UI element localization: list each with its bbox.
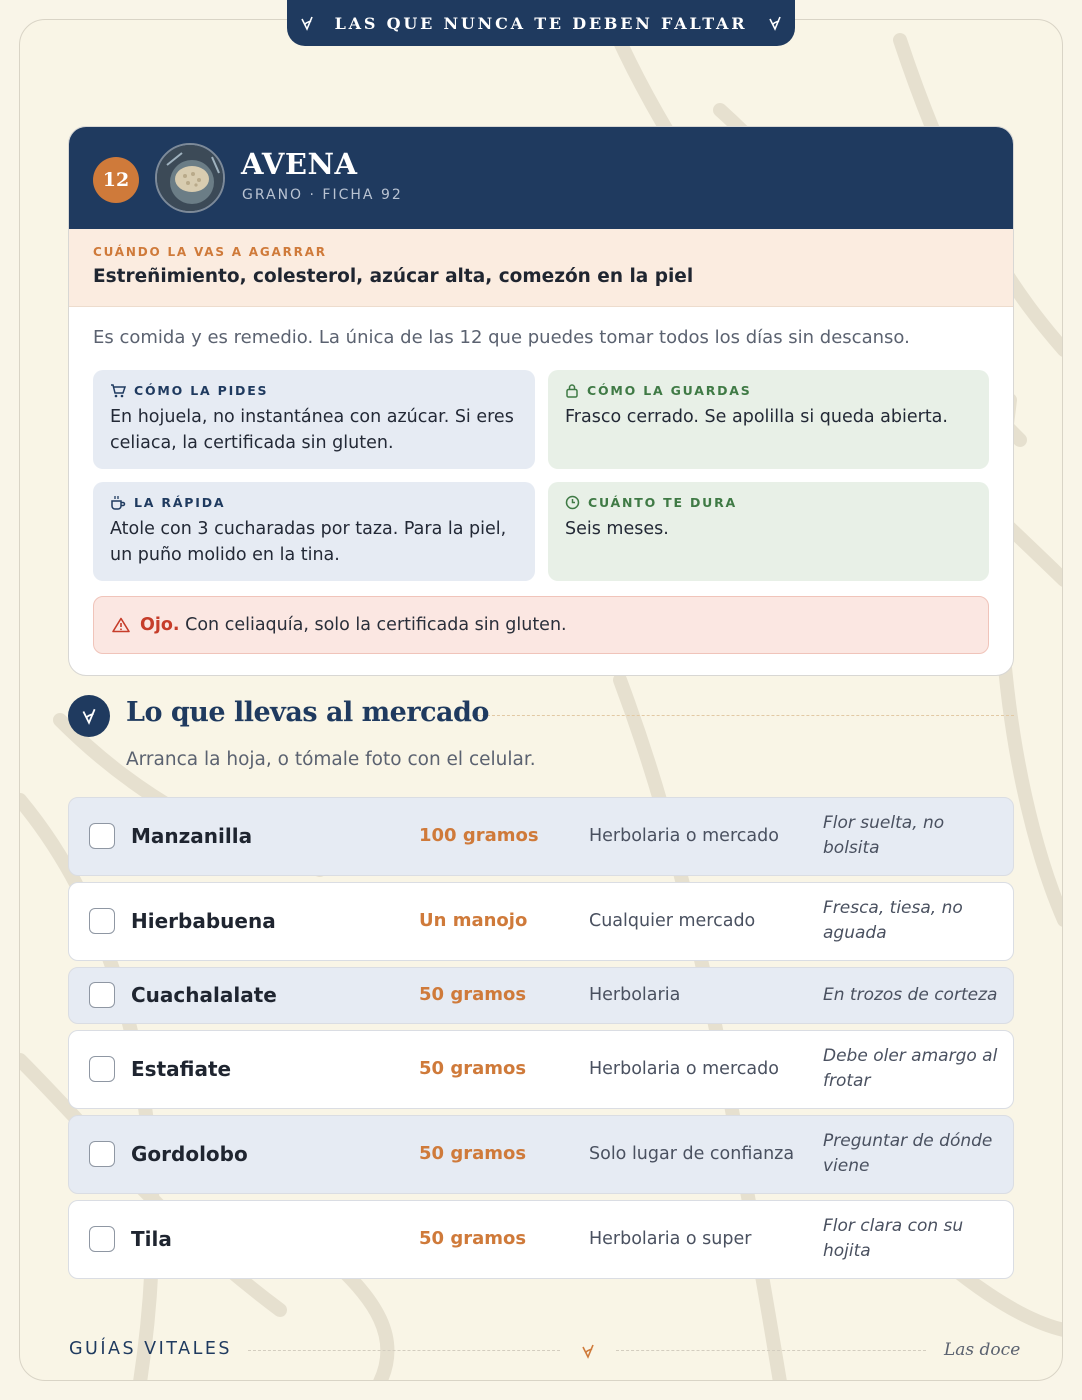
item-note: Debe oler amargo al frotar <box>823 1046 998 1091</box>
intro-text: Es comida y es remedio. La única de las 12 que puedes tomar todos los días sin descanso. <box>93 327 910 348</box>
item-checkbox[interactable] <box>89 908 115 934</box>
tile-label: CÓMO LA GUARDAS <box>587 383 752 398</box>
when-section <box>69 229 1013 307</box>
list-item <box>68 1030 1014 1109</box>
top-banner <box>287 0 795 46</box>
card-header <box>69 127 1013 229</box>
item-where: Cualquier mercado <box>589 911 756 931</box>
item-checkbox[interactable] <box>89 1056 115 1082</box>
lock-icon <box>565 383 579 398</box>
card-subtitle: GRANO · FICHA 92 <box>242 187 403 203</box>
item-quantity: 50 gramos <box>419 1058 527 1079</box>
item-checkbox[interactable] <box>89 1226 115 1252</box>
item-name: Estafiate <box>131 1057 232 1081</box>
number-badge: 12 <box>93 157 139 203</box>
info-grid <box>93 370 989 581</box>
tile-label: LA RÁPIDA <box>134 495 226 510</box>
warning-text: Con celiaquía, solo la certificada sin gluten. <box>185 615 567 635</box>
item-where: Herbolaria o mercado <box>589 826 779 846</box>
item-note: Fresca, tiesa, no aguada <box>823 898 963 943</box>
item-checkbox[interactable] <box>89 823 115 849</box>
footer-divider <box>616 1350 926 1351</box>
item-note: Flor suelta, no bolsita <box>823 813 945 858</box>
item-quantity: Un manojo <box>419 910 528 931</box>
item-where: Herbolaria o super <box>589 1229 752 1249</box>
sprout-icon <box>299 15 315 31</box>
item-where: Herbolaria o mercado <box>589 1059 779 1079</box>
tile-label: CÓMO LA PIDES <box>134 383 269 398</box>
sprout-icon <box>767 15 783 31</box>
warning-box <box>93 596 989 654</box>
item-name: Hierbabuena <box>131 909 276 933</box>
section-title: Lo que llevas al mercado <box>126 697 489 728</box>
footer-divider <box>248 1350 560 1351</box>
sprout-icon <box>80 707 98 725</box>
list-item <box>68 967 1014 1024</box>
when-text: Estreñimiento, colesterol, azúcar alta, comezón en la piel <box>93 266 694 287</box>
list-item <box>68 882 1014 961</box>
tile-text: Frasco cerrado. Se apolilla si queda abierta. <box>565 407 948 427</box>
banner-title: LAS QUE NUNCA TE DEBEN FALTAR <box>334 13 748 33</box>
item-checkbox[interactable] <box>89 982 115 1008</box>
clock-icon <box>565 495 580 510</box>
item-name: Cuachalalate <box>131 983 277 1007</box>
item-name: Gordolobo <box>131 1142 248 1166</box>
tile-quick-use <box>93 482 535 581</box>
section-divider <box>472 715 1014 716</box>
shopping-list <box>68 797 1014 1285</box>
item-note: Preguntar de dónde viene <box>823 1131 993 1176</box>
tile-how-to-ask <box>93 370 535 469</box>
tile-shelf-life <box>548 482 989 581</box>
item-name: Manzanilla <box>131 824 253 848</box>
sprout-icon <box>580 1343 596 1359</box>
tile-text: Seis meses. <box>565 519 669 539</box>
tile-text: En hojuela, no instantánea con azúcar. Si eres celiaca, la certificada sin gluten. <box>110 407 514 453</box>
cup-icon <box>110 495 126 510</box>
tile-text: Atole con 3 cucharadas por taza. Para la piel, un puño molido en la tina. <box>110 519 507 565</box>
item-quantity: 50 gramos <box>419 984 527 1005</box>
cart-icon <box>110 384 126 398</box>
card-title: AVENA <box>241 147 358 181</box>
warning-bold: Ojo. <box>140 615 180 635</box>
item-where: Solo lugar de confianza <box>589 1144 795 1164</box>
item-checkbox[interactable] <box>89 1141 115 1167</box>
item-note: En trozos de corteza <box>823 985 998 1005</box>
when-label: CUÁNDO LA VAS A AGARRAR <box>93 245 327 259</box>
checklist-section-icon <box>68 695 110 737</box>
item-quantity: 50 gramos <box>419 1228 527 1249</box>
tile-how-to-store <box>548 370 989 469</box>
footer-brand: GUÍAS VITALES <box>69 1339 233 1359</box>
section-subtitle: Arranca la hoja, o tómale foto con el celular. <box>126 749 536 770</box>
list-item <box>68 1200 1014 1279</box>
warning-icon <box>112 617 130 633</box>
oats-photo <box>155 143 225 213</box>
item-note: Flor clara con su hojita <box>823 1216 964 1261</box>
list-item <box>68 797 1014 876</box>
item-where: Herbolaria <box>589 985 681 1005</box>
item-name: Tila <box>131 1227 172 1251</box>
footer-right-text: Las doce <box>944 1340 1021 1360</box>
list-item <box>68 1115 1014 1194</box>
remedy-card <box>68 126 1014 676</box>
item-quantity: 50 gramos <box>419 1143 527 1164</box>
tile-label: CUÁNTO TE DURA <box>588 495 738 510</box>
item-quantity: 100 gramos <box>419 825 539 846</box>
